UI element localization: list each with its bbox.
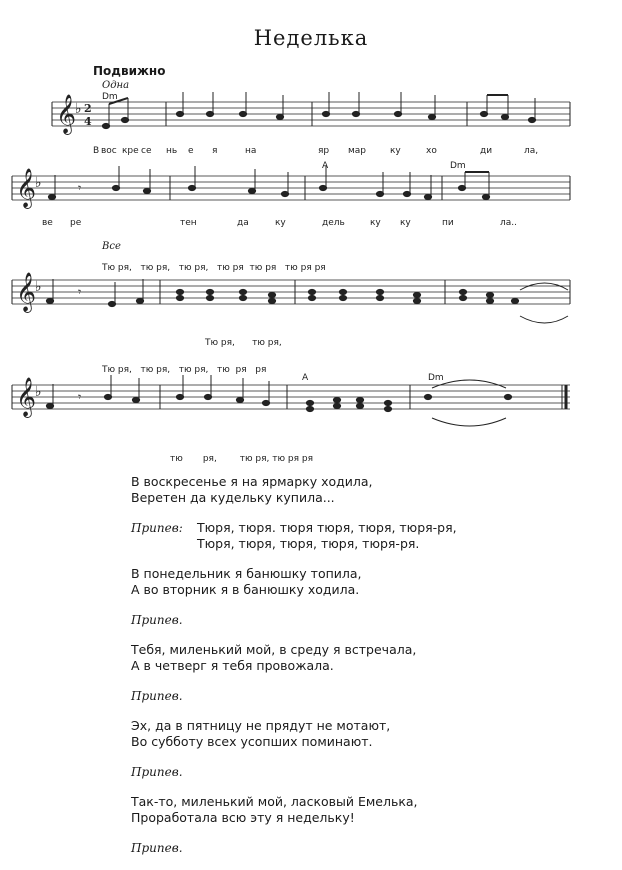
verse-2: В понедельник я банюшку топила, А во вторник я в банюшку ходила. [131,566,362,597]
song-title: Неделька [253,26,369,50]
svg-text:мар: мар [348,146,367,156]
svg-text:тю ря, тю ря, тю: тю ря, тю ря, тю ря ря [170,454,314,464]
svg-text:кре: кре [122,146,139,156]
svg-text:тен: тен [180,218,197,228]
refrain-short-label: Припев. [131,765,183,779]
verse-5: Так-то, миленький мой, ласковый Емелька, Проработала всю эту я недельку! [131,794,418,825]
clefs [16,94,92,418]
chord-symbols [102,92,466,383]
lyrics-line-4 [101,365,313,464]
voice-solo-label: Одна [102,80,130,91]
svg-text:вос: вос [101,146,117,156]
svg-text:ве: ве [42,218,53,228]
svg-text:ла,: ла, [524,146,539,156]
time-signature: 2 [84,102,92,115]
refrain-short-label: Припев. [131,689,183,703]
svg-text:ку: ку [370,218,381,228]
flat-icon: ♭ [35,384,42,400]
svg-text:В: В [93,146,100,156]
svg-text:се: се [141,146,152,156]
chord-a: A [302,373,309,383]
flat-icon: ♭ [35,175,42,191]
svg-text:ла..: ла.. [500,218,517,228]
svg-text:𝄾: 𝄾 [78,390,82,404]
flat-icon: ♭ [75,101,82,117]
chord-a: A [322,161,329,171]
treble-clef-icon: 𝄞 [56,94,77,134]
verse-3: Тебя, миленький мой, в среду я встречала, А в четверг я тебя провожала. [131,642,417,673]
verse-4: Эх, да в пятницу не прядут не мотают, Во субботу всех усопших поминают. [131,718,391,749]
chord-dm: Dm [450,161,466,171]
flat-icon: ♭ [35,279,42,295]
svg-text:ку: ку [275,218,286,228]
svg-text:ку: ку [400,218,411,228]
lyrics-line-2 [42,218,517,228]
svg-text:хо: хо [426,146,437,156]
refrain-short-label: Припев. [131,841,183,855]
lyrics-line-3 [101,263,326,348]
svg-text:да: да [237,218,249,228]
refrain-full: Припев: Тюря, тюря. тюря тюря, тюря, тюря-ря, Тюря, тюря, тюря, тюря, тюря-ря. [131,520,457,551]
lyrics-line-1 [93,146,538,156]
svg-text:пи: пи [442,218,454,228]
svg-text:я: я [212,146,218,156]
svg-text:на: на [245,146,257,156]
treble-clef-icon: 𝄞 [16,377,37,417]
svg-text:Тю ря, тю ря, тю ря, тю: Тю ря, тю ря, тю ря, тю ря ря [102,365,267,375]
chord-dm: Dm [102,92,118,102]
time-signature: 4 [84,115,92,128]
svg-text:яр: яр [318,146,330,156]
svg-text:𝄾: 𝄾 [78,285,82,299]
refrain-short-label: Припев. [131,613,183,627]
verse-1: В воскресенье я на ярмарку ходила, Веретен да кудельку купила... [131,474,373,505]
tempo-marking: Подвижно [93,64,166,78]
svg-text:дель: дель [322,218,345,228]
svg-text:Тю ря, тю ря, тю ря, тю: Тю ря, тю ря, тю ря, тю ря тю ря тю ря ря [102,263,326,273]
svg-text:𝄾: 𝄾 [78,181,82,195]
svg-text:ре: ре [70,218,82,228]
refrain-label: Припев: [131,521,183,535]
svg-text:ди: ди [480,146,493,156]
verses-block [131,474,457,870]
chord-dm: Dm [428,373,444,383]
svg-text:ку: ку [390,146,401,156]
svg-text:Тю ря, тю ря,: Тю ря, тю ря, [205,338,282,348]
svg-text:е: е [188,146,194,156]
treble-clef-icon: 𝄞 [16,272,37,312]
voice-all-label: Все [102,241,121,252]
svg-text:нь: нь [166,146,178,156]
treble-clef-icon: 𝄞 [16,168,37,208]
